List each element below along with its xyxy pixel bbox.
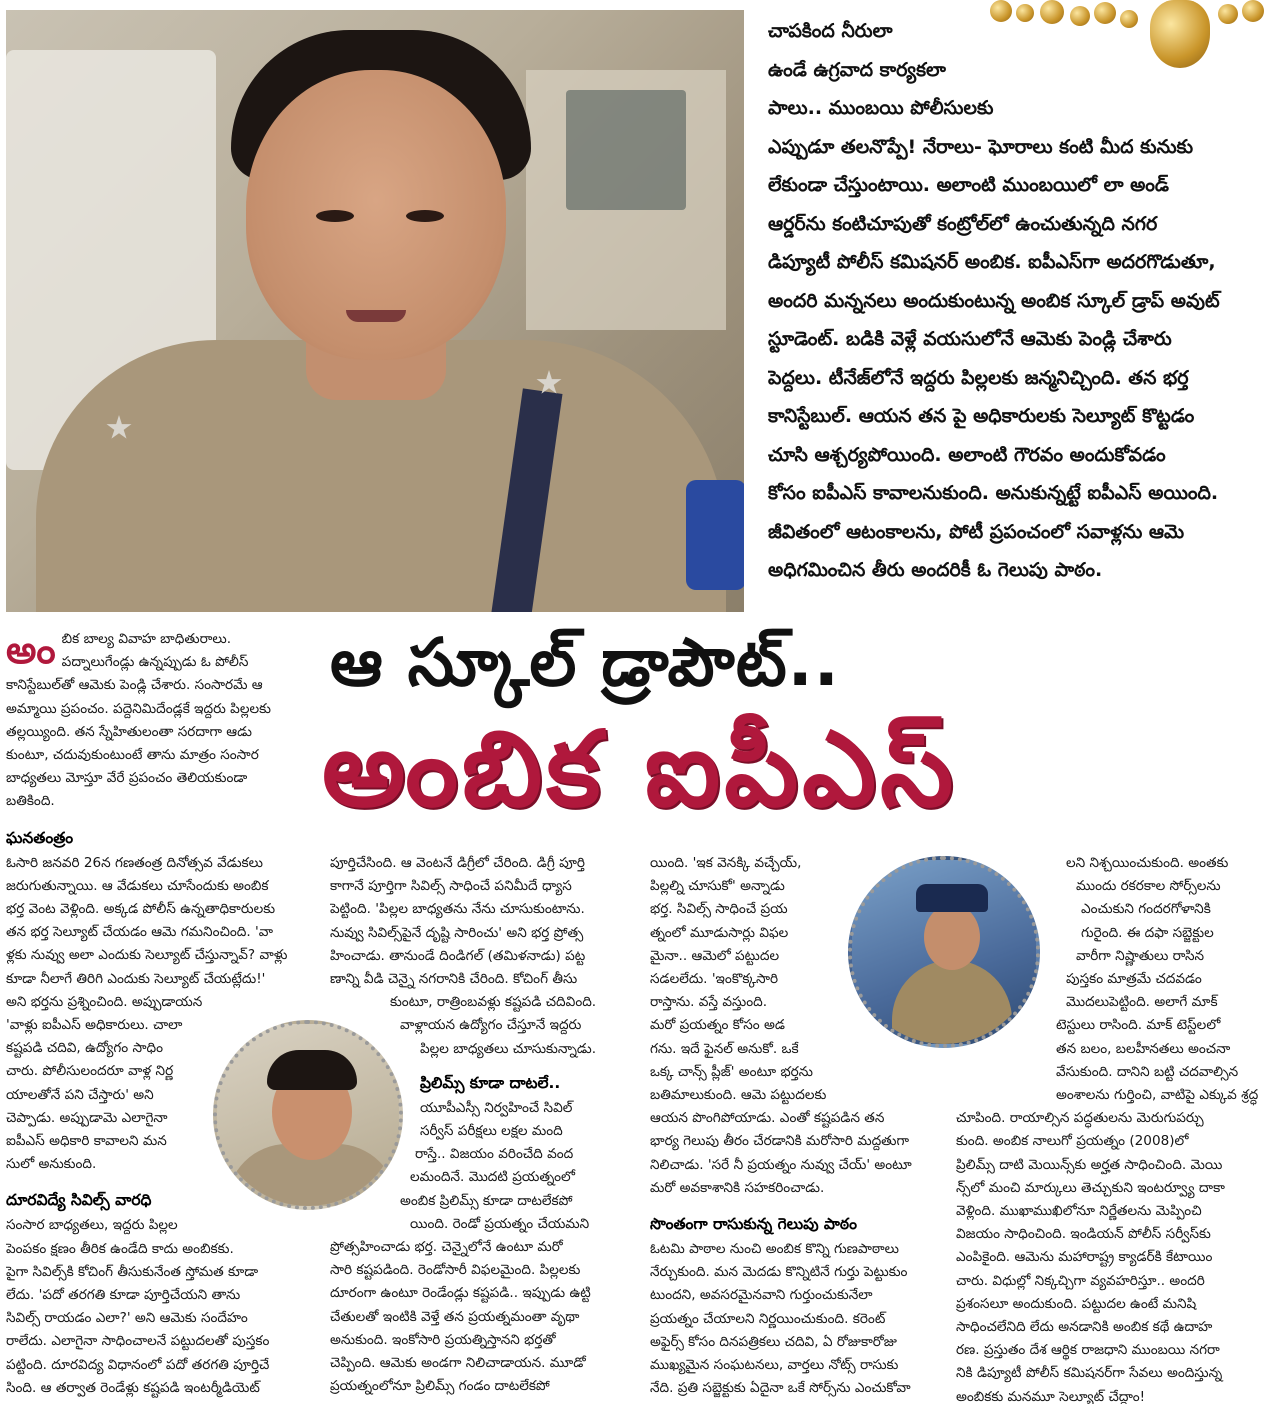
text-line: లని నిశ్చయించుకుంది. అంతకు: [1066, 855, 1229, 871]
text-line: సంసార బాధ్యతలు, ఇద్దరు పిల్లల: [6, 1217, 178, 1234]
text-line: తన బలం, బలహీనతలు అంచనా: [1056, 1040, 1231, 1057]
text-line: సింది. ఆ తర్వాత రెండేళ్లు కష్టపడి ఇంటర్మీడియెట్: [6, 1379, 260, 1396]
text-line: కుంటూ, చదువుకుంటుంటే తాను మాత్రం సంసార: [6, 747, 259, 764]
text-line: చెప్పింది. ఆమెకు అండగా నిలిచాడాయన. మూడో: [330, 1355, 586, 1372]
text-line: లమందినే. మొదటి ప్రయత్నంలో: [410, 1169, 576, 1186]
text-line: ఓటమి పాఠాల నుంచి అంబిక కొన్ని గుణపాఠాలు: [650, 1241, 899, 1258]
section-heading: ఘనతంత్రం: [6, 828, 74, 847]
text-line: పూర్తిచేసింది. ఆ వెంటనే డిగ్రీలో చేరింది. డిగ్రీ పూర్తి: [330, 855, 585, 871]
text-line: చేతులతో ఇంటికి వెళ్తే తన ప్రయత్నమంతా వృథా: [330, 1308, 580, 1325]
section-heading: ప్రిలిమ్స్ కూడా దాటలే..: [420, 1073, 561, 1092]
intro-line: పాలు.. ముంబయి పోలీసులకు: [768, 97, 994, 119]
text-line: ఆయన పొంగిపోయాడు. ఎంతో కష్టపడిన తన: [650, 1110, 885, 1127]
text-line: ప్రిలిమ్స్ దాటి మెయిన్స్‌కు అర్హత సాధించింది. మెయి: [956, 1156, 1223, 1173]
text-line: లేదు. 'పదో తరగతి కూడా పూర్తిచేయని తాను: [6, 1287, 241, 1304]
section-heading: సొంతంగా రాసుకున్న గెలుపు పాఠం: [650, 1215, 857, 1234]
text-line: న్స్‌లో మంచి మార్కులు తెచ్చుకుని ఇంటర్వ్యూ దాకా: [956, 1179, 1225, 1196]
text-line: ఎంచుకుని గందరగోళానికి: [1081, 901, 1211, 918]
text-line: ముందు రకరకాల సోర్స్‌లను: [1076, 878, 1221, 895]
text-line: కాగానే పూర్తిగా సివిల్స్ సాధించే పనిమీదే ధ్యాస: [330, 878, 572, 895]
intro-line: పెద్దలు. టీనేజ్‌లోనే ఇద్దరు పిల్లలకు జన్మనిచ్చింది. తన భర్త: [768, 366, 1189, 389]
text-line: బతికింది.: [6, 793, 55, 810]
main-photo: [6, 10, 744, 612]
text-line: యూపీఎస్సీ నిర్వహించే సివిల్: [420, 1099, 573, 1116]
text-line: పెట్టింది. 'పిల్లల బాధ్యతను నేను చూసుకుంటాను.: [330, 901, 585, 918]
section-heading: దూరవిద్యే సివిల్స్ వారధి: [6, 1191, 152, 1210]
text-line: పెంపకం క్షణం తీరిక ఉండేది కాదు అంబికకు.: [6, 1240, 234, 1257]
text-line: సాధించలేనిది లేదు అనడానికి అంబిక కథే ఉదాహ: [956, 1319, 1213, 1336]
text-line: భర్త. సివిల్స్ సాధించే ప్రయ: [650, 901, 788, 918]
text-line: చారు. విధుల్లో నిక్కచ్చిగా వ్యవహరిస్తూ.. అందరి: [956, 1272, 1205, 1289]
text-line: భర్త వెంట వెళ్లింది. అక్కడ పోలీస్ ఉన్నతాధికారులకు: [6, 901, 276, 918]
text-line: రాస్తాను. వస్తే వస్తుంది.: [650, 994, 768, 1011]
text-line: హించాడు. తానుండే దిండిగల్ (తమిళనాడు) పట్ట: [330, 947, 586, 964]
text-line: ళ్లకు నువ్వు అలా ఎందుకు సెల్యూట్ చేస్తున్నావ్? వాళ్లు: [6, 947, 288, 964]
text-line: పిల్లల్ని చూసుకో' అన్నాడు: [650, 878, 785, 895]
text-line: సివిల్స్ రాయడం ఎలా?' అని ఆమెకు సందేహం: [6, 1310, 248, 1327]
intro-line: ఎప్పుడూ తలనొప్పే! నేరాలు- ఘోరాలు కంటి మీద కునుకు: [768, 135, 1194, 158]
headline-main: అంబిక ఐపీఎస్: [322, 708, 958, 830]
intro-line: ఉండే ఉగ్రవాద కార్యకలా: [768, 58, 946, 81]
text-line: ఐపీఎస్ అధికారి కావాలని మన: [6, 1133, 167, 1150]
text-line: ణాన్ని వీడి చెన్నై నగరానికి చేరింది. కోచింగ్ తీసు: [330, 971, 578, 988]
article-column-2: [330, 852, 620, 1398]
text-line: నిలిచాడు. 'సరే నీ ప్రయత్నం నువ్వు చేయ్' అంటూ: [650, 1156, 912, 1173]
text-line: జరుగుతున్నాయి. ఆ వేడుకలు చూసేందుకు అంబిక: [6, 877, 269, 894]
text-line: సడలలేదు. 'ఇంకొక్కసారి: [650, 971, 779, 988]
intro-line: కానిస్టేబుల్. ఆయన తన పై అధికారులకు సెల్యూట్ కొట్టడం: [768, 405, 1195, 427]
text-line: సారి కష్టపడింది. రెండోసారీ విఫలమైంది. పిల్లలకు: [330, 1262, 581, 1279]
article-column-1: [6, 628, 306, 1400]
text-line: నేది. ప్రతి సబ్జెక్టుకు ఏదైనా ఒకే సోర్స్‌ను ఎంచుకోవా: [650, 1380, 911, 1397]
text-line: సర్వీస్ పరీక్షలు లక్షల మంది: [420, 1123, 563, 1140]
intro-line: స్టూడెంట్. బడికి వెళ్లే వయసులోనే ఆమెకు పెండ్లి చేశారు: [768, 328, 1172, 350]
text-line: విజయం సాధించింది. ఇండియన్ పోలీస్ సర్వీస్‌కు: [956, 1226, 1211, 1243]
text-line: వాళ్లాయన ఉద్యోగం చేస్తూనే ఇద్దరు: [400, 1017, 582, 1034]
text-line: అంబికకు మనమూ సెల్యూట్ చేద్దాం!: [956, 1388, 1146, 1404]
text-line: అంశాలను గుర్తించి, వాటిపై ఎక్కువ శ్రద్ధ: [1056, 1087, 1259, 1104]
intro-paragraph: [768, 12, 1268, 590]
intro-line: డిప్యూటీ పోలీస్ కమిషనర్ అంబిక. ఐపీఎస్‌గా అదరగొడుతూ,: [768, 251, 1216, 273]
text-line: రణ. ప్రస్తుతం దేశ ఆర్థిక రాజధాని ముంబయి నగరా: [956, 1342, 1220, 1359]
text-line: తల్లయ్యింది. తన స్నేహితులంతా సరదాగా ఆడు: [6, 723, 252, 740]
text-line: పుస్తకం మాత్రమే చదవడం: [1066, 971, 1202, 988]
text-line: రాలేదు. ఎలాగైనా సాధించాలనే పట్టుదలతో పుస్తకం: [6, 1333, 270, 1350]
intro-line: అధిగమించిన తీరు అందరికీ ఓ గెలుపు పాఠం.: [768, 559, 1103, 581]
text-line: మైనా.. ఆమెలో పట్టుదల: [650, 947, 780, 964]
text-line: బతిమాలుకుంది. ఆమె పట్టుదలకు: [650, 1087, 827, 1104]
text-line: బిక బాల్య వివాహ బాధితురాలు.: [61, 631, 232, 647]
text-line: టెస్టులు రాసింది. మాక్ టెస్ట్‌లలో: [1056, 1017, 1221, 1034]
text-line: పట్టింది. దూరవిద్య విధానంలో పదో తరగతి పూర్తిచే: [6, 1356, 270, 1373]
text-line: ఒక్క చాన్స్ ప్లీజ్' అంటూ భర్తను: [650, 1063, 813, 1080]
text-line: అంబిక ప్రిలిమ్స్ కూడా దాటలేకపో: [400, 1192, 573, 1209]
text-line: వెళ్లింది. ముఖాముఖిలోనూ నిర్ణేతలను మెప్పించి: [956, 1203, 1202, 1220]
text-line: అనుకుంది. ఇంకోసారి ప్రయత్నిస్తానని భర్తతో: [330, 1331, 556, 1348]
text-line: ఓసారి జనవరి 26న గణతంత్ర దినోత్సవ వేడుకలు: [6, 854, 263, 871]
text-line: భార్య గెలుపు తీరం చేరడానికి మరోసారి మద్దతుగా: [650, 1133, 909, 1150]
text-line: మరో ప్రయత్నం కోసం అడ: [650, 1017, 785, 1034]
text-line: గురైంది. ఈ దఫా సబ్జెక్టుల: [1081, 924, 1214, 941]
intro-line: అందరి మన్ననలు అందుకుంటున్న అంబిక స్కూల్ డ్రాప్ అవుట్: [768, 289, 1220, 312]
text-line: తన భర్త సెల్యూట్ చేయడం ఆమె గమనించింది. 'వా: [6, 924, 274, 941]
intro-line: జీవితంలో ఆటంకాలను, పోటీ ప్రపంచంలో సవాళ్లను ఆమె: [768, 520, 1185, 543]
intro-line: కోసం ఐపీఎస్ కావాలనుకుంది. అనుకున్నట్టే ఐపీఎస్ అయింది.: [768, 482, 1219, 504]
intro-line: లేకుండా చేస్తుంటాయి. అలాంటి ముంబయిలో లా అండ్: [768, 174, 1169, 196]
text-line: కుంటూ, రాత్రింబవళ్లు కష్టపడి చదివింది.: [390, 994, 597, 1011]
headline-kicker: ఆ స్కూల్ డ్రాపౌట్..: [330, 624, 840, 701]
text-line: యాలతోనే పని చేస్తారు' అని: [6, 1086, 154, 1103]
text-line: వేసుకుంది. దానిని బట్టి చదవాల్సిన: [1056, 1063, 1239, 1080]
text-line: గను. ఇదే ఫైనల్ అనుకో. ఒకే: [650, 1040, 799, 1057]
text-line: అమ్మాయి ప్రపంచం. పద్దెనిమిదేండ్లకే ఇద్దరు పిల్లలకు: [6, 700, 271, 717]
text-line: ప్రశంసలూ అందుకుంది. పట్టుదల ఉంటే మనిషి: [956, 1295, 1197, 1312]
text-line: పద్నాలుగేండ్లు ఉన్నప్పుడు ఓ పోలీస్: [61, 654, 249, 671]
drop-cap: అం: [6, 628, 56, 672]
text-line: చూపింది. రాయాల్సిన పద్ధతులను మెరుగుపర్చు: [956, 1110, 1204, 1127]
text-line: టుందని, అవసరమైనవాని గుర్తుంచుకునేలా: [650, 1287, 873, 1304]
text-line: ప్రోత్సహించాడు భర్త. చెన్నైలోనే ఉంటూ మరో: [330, 1239, 563, 1256]
text-line: నేర్చుకుంది. మన మెదడు కొన్నిటినే గుర్తు పెట్టుకుం: [650, 1264, 908, 1281]
text-line: ప్రయత్నం చేయాలని నిర్ణయించుకుంది. కరెంట్: [650, 1310, 886, 1327]
text-line: నువ్వు సివిల్స్‌పైనే దృష్టి సారించు' అని భర్త ప్రోత్స: [330, 924, 584, 941]
text-line: యింది. 'ఇక వెనక్కి వచ్చేయ్,: [650, 855, 802, 871]
intro-line: ఆర్డర్‌ను కంటిచూపుతో కంట్రోల్‌లో ఉంచుతున్నది నగర: [768, 212, 1158, 235]
text-line: ఎంపికైంది. ఆమెను మహారాష్ట్ర క్యాడర్‌కి కేటాయిం: [956, 1249, 1213, 1266]
article-column-4: [956, 852, 1270, 1404]
text-line: కానిస్టేబుల్‌తో ఆమెకు పెండ్లి చేశారు. సంసారమే ఆ: [6, 677, 263, 694]
text-line: చెప్పాడు. అప్పుడామె ఎలాగైనా: [6, 1109, 168, 1126]
intro-line: చూసి ఆశ్చర్యపోయింది. అలాంటి గౌరవం అందుకోవడం: [768, 443, 1166, 466]
text-line: ముఖ్యమైన సంఘటనలు, వార్తలు నోట్స్ రాసుకు: [650, 1357, 899, 1374]
text-line: బాధ్యతలు మోస్తూ వేరే ప్రపంచం తెలియకుండా: [6, 770, 248, 787]
text-line: మరో అవకాశానికి సహకరించాడు.: [650, 1179, 825, 1196]
text-line: యింది. రెండో ప్రయత్నం చేయమని: [410, 1215, 590, 1232]
text-line: సులో అనుకుంది.: [6, 1156, 97, 1173]
text-line: త్నంలో మూడుసార్లు విఫల: [650, 924, 789, 941]
text-line: అని భర్తను ప్రశ్నించింది. అప్పుడాయన: [6, 993, 203, 1010]
text-line: నికి డిప్యూటీ పోలీస్ కమిషనర్‌గా సేవలు అందిస్తున్న: [956, 1365, 1223, 1382]
text-line: దూరంగా ఉంటూ రెండేండ్లు కష్టపడి.. ఇప్పుడు ఉట్టి: [330, 1285, 591, 1302]
intro-line: చాపకింద నీరులా: [768, 20, 893, 42]
text-line: వారీగా నిష్ణాతులు రాసిన: [1076, 947, 1205, 964]
text-line: రాస్తే.. విజయం వరించేది వంద: [415, 1146, 574, 1163]
text-line: ప్రయత్నంలోనూ ప్రిలిమ్స్ గండం దాటలేకపో: [330, 1378, 550, 1395]
text-line: పిల్లల బాధ్యతలు చూసుకున్నాడు.: [420, 1040, 597, 1057]
text-line: మొదలుపెట్టింది. అలాగే మాక్: [1066, 994, 1218, 1011]
text-line: అఫైర్స్ కోసం దినపత్రికలు చదివి, ఏ రోజుకారోజు: [650, 1333, 897, 1350]
text-line: కుంది. అంబిక నాలుగో ప్రయత్నం (2008)లో: [956, 1133, 1189, 1150]
text-line: 'వాళ్లు ఐపీఎస్ అధికారులు. చాలా: [6, 1017, 183, 1034]
text-line: కష్టపడి చదివి, ఉద్యోగం సాధిం: [6, 1040, 164, 1057]
text-line: పైగా సివిల్స్‌కి కోచింగ్ తీసుకునేంత స్తోమత కూడా: [6, 1263, 259, 1280]
text-line: చారు. పోలీసులందరూ వాళ్ల నిర్ణ: [6, 1063, 174, 1080]
text-line: కూడా నీలాగే తిరిగి ఎందుకు సెల్యూట్ చేయట్లేదు!': [6, 970, 266, 987]
